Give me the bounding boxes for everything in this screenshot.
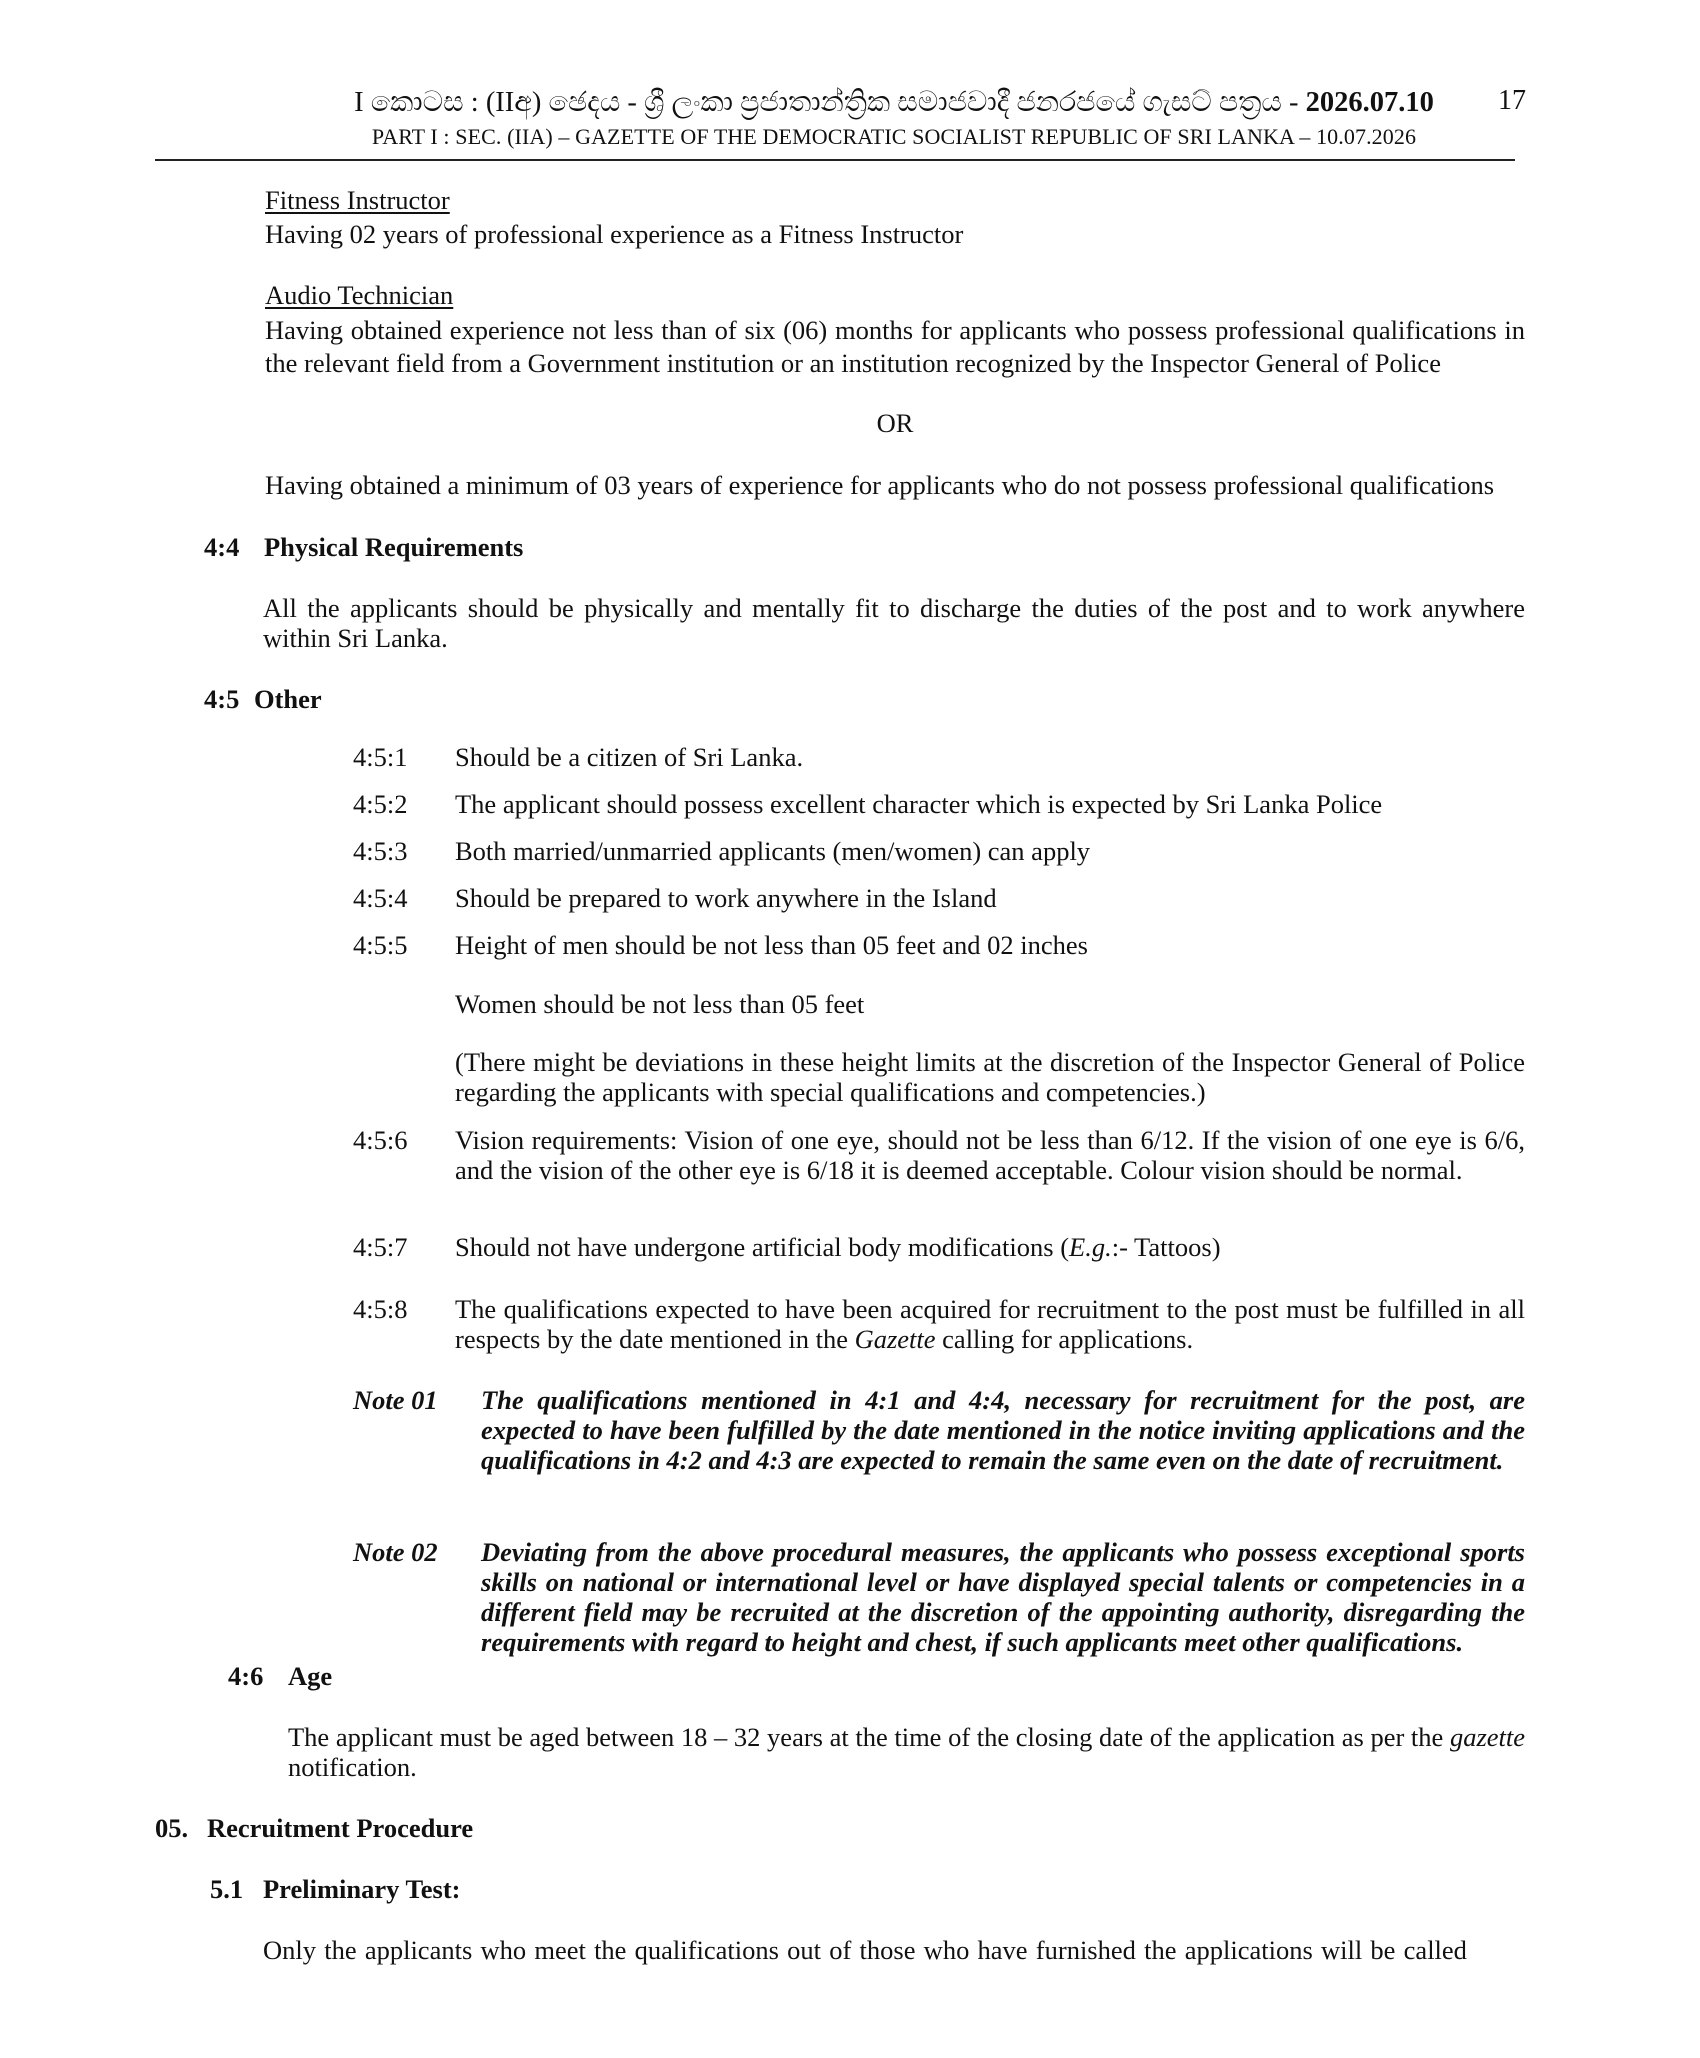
item-4-5-5-deviation-text: (There might be deviations in these height limits at the discretion of the Inspector General of Police regarding the applicants with special qualifications and competencies.) — [455, 1047, 1525, 1107]
section-4-4-text: All the applicants should be physically and mentally fit to discharge the duties of the post and to work anywhere within Sri Lanka. — [263, 593, 1525, 653]
section-4-5-number: 4:5 — [204, 684, 240, 714]
section-05-number: 05. — [155, 1813, 189, 1843]
section-4-4-title: Physical Requirements — [264, 532, 524, 562]
page-number: 17 — [1498, 85, 1526, 116]
audio-technician-text-1: Having obtained experience not less than of six (06) months for applicants who possess professional qualifications in the relevant field from a Government institution or an institution recognized by the Inspector General of Police — [265, 315, 1525, 378]
section-5-1-number: 5.1 — [210, 1874, 244, 1904]
item-4-5-3-text: Both married/unmarried applicants (men/women) can apply — [455, 836, 1091, 866]
item-4-5-5-number: 4:5:5 — [353, 930, 408, 960]
item-4-5-8-text — [455, 1294, 1525, 1354]
note-01-label: Note 01 — [353, 1385, 438, 1415]
fitness-instructor-text: Having 02 years of professional experience as a Fitness Instructor — [265, 219, 964, 249]
item-4-5-7-text — [455, 1232, 1221, 1262]
section-5-1-title: Preliminary Test: — [263, 1874, 461, 1904]
item-4-5-5-text: Height of men should be not less than 05 feet and 02 inches — [455, 930, 1088, 960]
header-sinhala-date: 2026.07.10 — [1305, 87, 1434, 118]
header-rule — [155, 159, 1515, 161]
header-english-line: PART I : SEC. (IIA) – GAZETTE OF THE DEMOCRATIC SOCIALIST REPUBLIC OF SRI LANKA – 10.07.2026 — [371, 124, 1417, 149]
section-4-6-text — [288, 1722, 1525, 1782]
header-sinhala-text: I කොටස : (IIඅ) ඡෙදය - ශ්‍රී ලංකා ප්‍රජාතාන්ත්‍රික සමාජවාදී ජනරජයේ ගැසට් පත්‍රය - — [354, 87, 1306, 118]
item-4-5-7-number: 4:5:7 — [353, 1232, 408, 1262]
section-4-6-italic: gazette — [1449, 1722, 1525, 1752]
item-4-5-7-italic: E.g. — [1069, 1232, 1112, 1262]
item-4-5-3-number: 4:5:3 — [353, 836, 408, 866]
section-4-5-title: Other — [254, 684, 322, 714]
section-4-6-title: Age — [288, 1661, 333, 1691]
section-05-title: Recruitment Procedure — [207, 1813, 474, 1843]
fitness-instructor-title: Fitness Instructor — [265, 185, 450, 215]
item-4-5-8-italic: Gazette — [854, 1324, 936, 1354]
item-4-5-5-women-text: Women should be not less than 05 feet — [455, 989, 865, 1019]
or-separator: OR — [876, 408, 914, 438]
item-4-5-6-number: 4:5:6 — [353, 1125, 408, 1155]
audio-technician-text-2: Having obtained a minimum of 03 years of experience for applicants who do not possess professional qualifications — [265, 470, 1495, 500]
section-5-1-text: Only the applicants who meet the qualifications out of those who have furnished the applications will be called — [263, 1935, 1467, 1965]
item-4-5-1-text: Should be a citizen of Sri Lanka. — [455, 742, 804, 772]
item-4-5-7-text-end: :- Tattoos) — [1111, 1232, 1221, 1262]
item-4-5-6-text: Vision requirements: Vision of one eye, should not be less than 6/12. If the vision of one eye is 6/6, and the vision of the other eye is 6/18 it is deemed acceptable. Colour vision should be normal. — [455, 1125, 1525, 1185]
section-4-6-number: 4:6 — [228, 1661, 264, 1691]
section-4-4-number: 4:4 — [204, 532, 240, 562]
item-4-5-2-number: 4:5:2 — [353, 789, 408, 819]
item-4-5-4-text: Should be prepared to work anywhere in the Island — [455, 883, 997, 913]
header-sinhala-line — [0, 86, 1700, 120]
item-4-5-8-number: 4:5:8 — [353, 1294, 408, 1324]
item-4-5-2-text: The applicant should possess excellent character which is expected by Sri Lanka Police — [455, 789, 1383, 819]
item-4-5-4-number: 4:5:4 — [353, 883, 408, 913]
item-4-5-7-text-part: Should not have undergone artificial body modifications ( — [455, 1232, 1070, 1262]
audio-technician-title: Audio Technician — [265, 280, 454, 310]
note-01-text: The qualifications mentioned in 4:1 and 4:4, necessary for recruitment for the post, are expected to have been fulfilled by the date mentioned in the notice inviting applications and the qualifications in 4:2 and 4:3 are expected to remain the same even on the date of recruitment. — [481, 1385, 1525, 1475]
item-4-5-1-number: 4:5:1 — [353, 742, 408, 772]
note-02-label: Note 02 — [353, 1537, 438, 1567]
section-4-6-text-end: notification. — [288, 1752, 417, 1782]
item-4-5-8-text-part: The qualifications expected to have been acquired for recruitment to the post must be fulfilled in all respects by the date mentioned in the — [455, 1294, 1525, 1354]
note-02-text: Deviating from the above procedural measures, the applicants who possess exceptional sports skills on national or international level or have displayed special talents or competencies in a different field may be recruited at the discretion of the appointing authority, disregarding the requirements with regard to height and chest, if such applicants meet other qualifications. — [481, 1537, 1525, 1657]
item-4-5-8-text-end: calling for applications. — [935, 1324, 1194, 1354]
section-4-6-text-part: The applicant must be aged between 18 – 32 years at the time of the closing date of the application as per the — [288, 1722, 1450, 1752]
